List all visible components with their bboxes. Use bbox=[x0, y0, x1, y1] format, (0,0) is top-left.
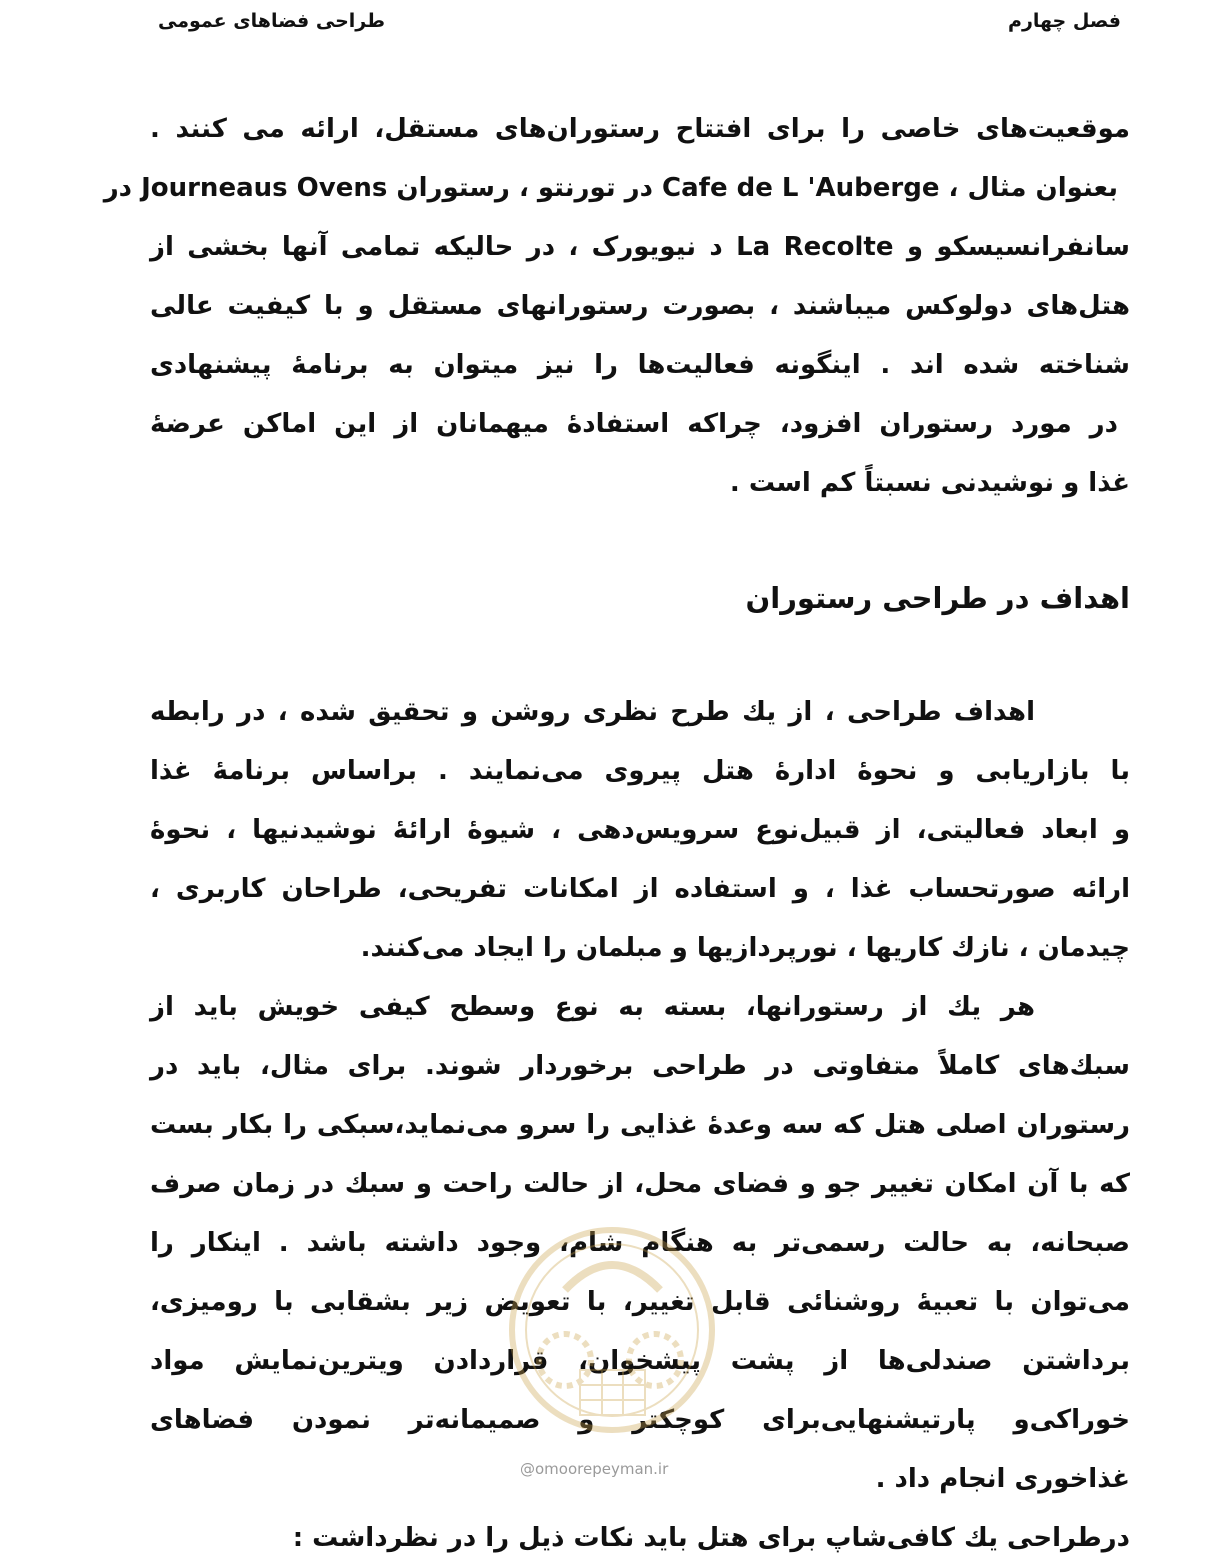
text-line: درطراحی یك کافی‌شاپ برای هتل باید نکات ذیل را در نظرداشت : bbox=[292, 1523, 1130, 1553]
text-line: چیدمان ، نازك کاریها ، نورپردازیها و مبلمان را ایجاد می‌کنند. bbox=[360, 933, 1130, 963]
text-line: موقعیت‌های خاصی را برای افتتاح رستوران‌های مستقل، ارائه می کنند . bbox=[150, 114, 1130, 144]
text-line: و ابعاد فعالیتی، از قبیل‌نوع سرویس‌دهی ، شیوهٔ ارائهٔ نوشیدنیها ، نحوهٔ bbox=[150, 815, 1130, 845]
text-line: غذا و نوشیدنی نسبتاً کم است . bbox=[729, 468, 1130, 498]
text-line: غذاخوری انجام داد . bbox=[875, 1464, 1130, 1494]
text-line: رستوران اصلی هتل که سه وعدهٔ غذایی را سرو می‌نماید،سبکی را بکار بست bbox=[150, 1110, 1130, 1140]
text-line: صبحانه، به حالت رسمی‌تر به هنگام شام، وجود داشته باشد . اینکار را bbox=[150, 1228, 1130, 1258]
text-line: خوراکی‌و پارتیشنهایی‌برای کوچکتر و صمیمانه‌تر نمودن فضاهای bbox=[150, 1405, 1130, 1435]
text-line: می‌توان با تعبیهٔ روشنائی قابل تغییر، با تعویض زیر بشقابی با رومیزی، bbox=[150, 1287, 1130, 1317]
running-title-section: طراحی فضاهای عمومی bbox=[158, 10, 386, 32]
text-line: شناخته شده اند . اینگونه فعالیت‌ها را نیز میتوان به برنامهٔ پیشنهادی bbox=[150, 350, 1130, 380]
text-line: بعنوان مثال ، Cafe de L 'Auberge در تورنتو ، رستوران Journeaus Ovens در bbox=[103, 173, 1118, 203]
paragraph-4 bbox=[150, 1509, 1130, 1568]
paragraph-2 bbox=[150, 683, 1130, 978]
text-line: اهداف طراحی ، از یك طرح نظری روشن و تحقیق شده ، در رابطه bbox=[150, 697, 1035, 727]
running-title-chapter: فصل چهارم bbox=[1008, 10, 1121, 32]
text-line: برداشتن صندلی‌ها از پشت پیشخوان، قراردادن ویترین‌نمایش مواد bbox=[150, 1346, 1130, 1376]
watermark-caption: @omoorepeyman.ir bbox=[520, 1460, 669, 1478]
text-line: در مورد رستوران افزود، چراکه استفادهٔ میهمانان از این اماکن عرضهٔ bbox=[150, 409, 1118, 439]
text-line: هتل‌های دولوکس میباشند ، بصورت رستورانهای مستقل و با کیفیت عالی bbox=[150, 291, 1130, 321]
text-line: سانفرانسیسکو و La Recolte د نیویورک ، در حالیکه تمامی آنها بخشی از bbox=[150, 232, 1130, 262]
section-heading: اهداف در طراحی رستوران bbox=[745, 581, 1130, 615]
text-line: سبك‌های کاملاً متفاوتی در طراحی برخوردار شوند. برای مثال، باید در bbox=[150, 1051, 1130, 1081]
paragraph-1 bbox=[103, 100, 1130, 513]
text-line: با بازاریابی و نحوهٔ ادارهٔ هتل پیروی می‌نمایند . براساس برنامهٔ غذا bbox=[150, 756, 1130, 786]
text-line: که با آن امکان تغییر جو و فضای محل، از حالت راحت و سبك در زمان صرف bbox=[150, 1169, 1130, 1199]
text-line: ارائه صورتحساب غذا ، و استفاده از امکانات تفریحی، طراحان کاربری ، bbox=[150, 874, 1130, 904]
page-header bbox=[0, 6, 1229, 36]
watermark-seal-icon bbox=[505, 1220, 720, 1450]
text-line: هر یك از رستورانها، بسته به نوع وسطح کیفی خویش باید از bbox=[150, 992, 1035, 1022]
